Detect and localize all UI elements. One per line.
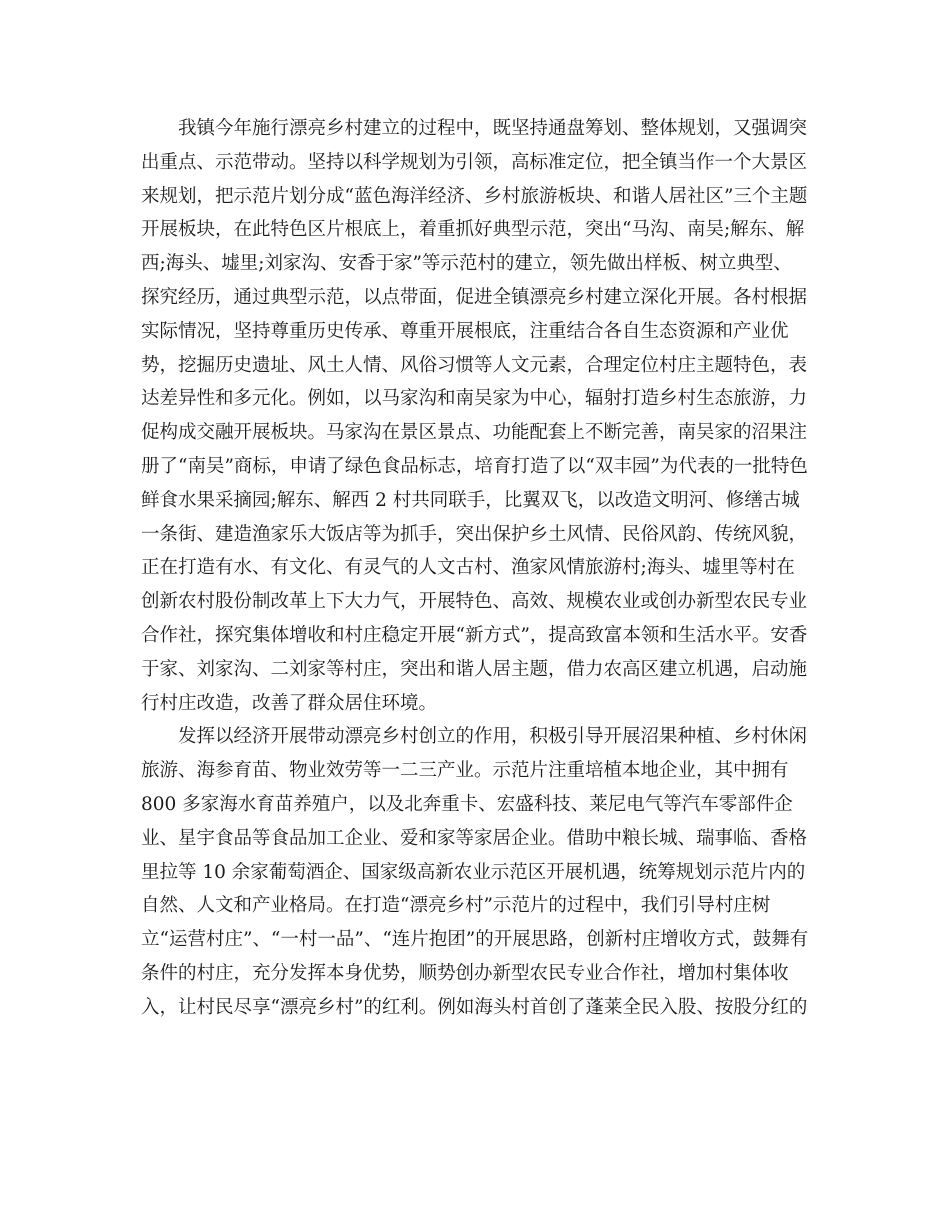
document-body: [141, 112, 813, 1025]
text-line: 入，让村民尽享“漂亮乡村”的红利。例如海头村首创了蓬莱全民入股、按股分红的: [141, 996, 808, 1018]
text-line: 条件的村庄，充分发挥本身优势，顺势创办新型农民专业合作社，增加村集体收: [141, 962, 789, 984]
text-line: 自然、人文和产业格局。在打造“漂亮乡村”示范片的过程中，我们引导村庄树: [141, 895, 771, 917]
text-line: 800 多家海水育苗养殖户，以及北奔重卡、宏盛科技、莱尼电气等汽车零部件企: [141, 793, 793, 815]
text-line: 册了“南吴”商标，申请了绿色食品标志，培育打造了以“双丰园”为代表的一批特色: [141, 455, 808, 477]
text-line: 正在打造有水、有文化、有灵气的人文古村、渔家风情旅游村;海头、墟里等村在: [141, 557, 795, 579]
text-line: 探究经历，通过典型示范，以点带面，促进全镇漂亮乡村建立深化开展。各村根据: [141, 286, 808, 308]
paragraph-1: [141, 112, 813, 720]
text-line: 势，挖掘历史遗址、风土人情、风俗习惯等人文元素，合理定位村庄主题特色，表: [141, 354, 808, 376]
text-line: 出重点、示范带动。坚持以科学规划为引领，高标准定位，把全镇当作一个大景区: [141, 151, 808, 173]
text-line: 西;海头、墟里;刘家沟、安香于家”等示范村的建立，领先做出样板、树立典型、: [141, 253, 792, 275]
text-line: 于家、刘家沟、二刘家等村庄，突出和谐人居主题，借力农高区建立机遇，启动施: [141, 658, 808, 680]
text-line: 创新农村股份制改革上下大力气，开展特色、高效、规模农业或创办新型农民专业: [141, 591, 808, 613]
paragraph-2: [141, 720, 813, 1024]
text-line: 旅游、海参育苗、物业效劳等一二三产业。示范片注重培植本地企业，其中拥有: [141, 760, 789, 782]
text-line: 立“运营村庄”、“一村一品”、“连片抱团”的开展思路，创新村庄增收方式，鼓舞有: [141, 929, 809, 951]
text-line: 鲜食水果采摘园;解东、解西 2 村共同联手，比翼双飞，以改造文明河、修缮古城: [141, 489, 800, 511]
text-line: 业、星宇食品等食品加工企业、爱和家等家居企业。借助中粮长城、瑞事临、香格: [141, 827, 808, 849]
text-line: 一条街、建造渔家乐大饭店等为抓手，突出保护乡土风情、民俗风韵、传统风貌，: [141, 523, 808, 545]
text-line: 促构成交融开展板块。马家沟在景区景点、功能配套上不断完善，南吴家的沼果注: [141, 422, 808, 444]
text-line: 达差异性和多元化。例如，以马家沟和南吴家为中心，辐射打造乡村生态旅游，力: [141, 388, 808, 410]
text-line: 我镇今年施行漂亮乡村建立的过程中，既坚持通盘筹划、整体规划，又强调突: [178, 118, 808, 139]
text-line: 合作社，探究集体增收和村庄稳定开展“新方式”，提高致富本领和生活水平。安香: [141, 624, 808, 646]
text-line: 来规划，把示范片划分成“蓝色海洋经济、乡村旅游板块、和谐人居社区”三个主题: [141, 185, 808, 207]
text-line: 行村庄改造，改善了群众居住环境。: [141, 692, 438, 714]
text-line: 里拉等 10 余家葡萄酒企、国家级高新农业示范区开展机遇，统筹规划示范片内的: [141, 861, 806, 883]
text-line: 实际情况，坚持尊重历史传承、尊重开展根底，注重结合各自生态资源和产业优: [141, 320, 789, 342]
text-line: 开展板块，在此特色区片根底上，着重抓好典型示范，突出“马沟、南吴;解东、解: [141, 219, 805, 241]
text-line: 发挥以经济开展带动漂亮乡村创立的作用，积极引导开展沼果种植、乡村休闲: [178, 726, 808, 748]
